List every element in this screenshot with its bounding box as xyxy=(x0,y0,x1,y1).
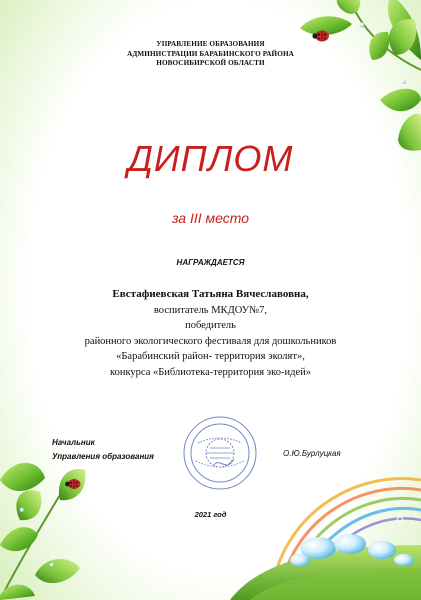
signatory-position xyxy=(52,436,154,464)
recipient-line: воспитатель МКДОУ№7, xyxy=(153,304,268,316)
position-line-2: Управления образования xyxy=(52,452,154,461)
recipient-block xyxy=(0,287,421,380)
diploma-year: 2021 год xyxy=(194,510,227,519)
place-award: за III место xyxy=(171,210,250,226)
position-line-1: Начальник xyxy=(52,438,95,447)
recipient-name: Евстафиевская Татьяна Вячеславовна, xyxy=(112,288,309,300)
awarded-label: НАГРАЖДАЕТСЯ xyxy=(176,258,245,267)
issuer-line-2: АДМИНИСТРАЦИИ БАРАБИНСКОГО РАЙОНА xyxy=(127,49,294,58)
recipient-line: победитель xyxy=(185,320,236,331)
diploma-title: ДИПЛОМ xyxy=(127,138,294,179)
signatory-name: О.Ю.Бурлуцкая xyxy=(283,449,341,458)
recipient-line: «Барабинский район- территория эколят», xyxy=(116,351,305,362)
top-right-leaves xyxy=(300,0,421,151)
issuer-header xyxy=(0,40,421,69)
issuer-line-1: УПРАВЛЕНИЕ ОБРАЗОВАНИЯ xyxy=(156,40,265,48)
recipient-line: районного экологического фестиваля для дошкольников xyxy=(84,335,337,347)
recipient-line: конкурса «Библиотека-территория эко-идей» xyxy=(110,366,311,378)
bottom-right-grass xyxy=(230,534,421,600)
issuer-line-3: НОВОСИБИРСКОЙ ОБЛАСТИ xyxy=(156,59,265,67)
stamp-icon xyxy=(180,413,260,493)
